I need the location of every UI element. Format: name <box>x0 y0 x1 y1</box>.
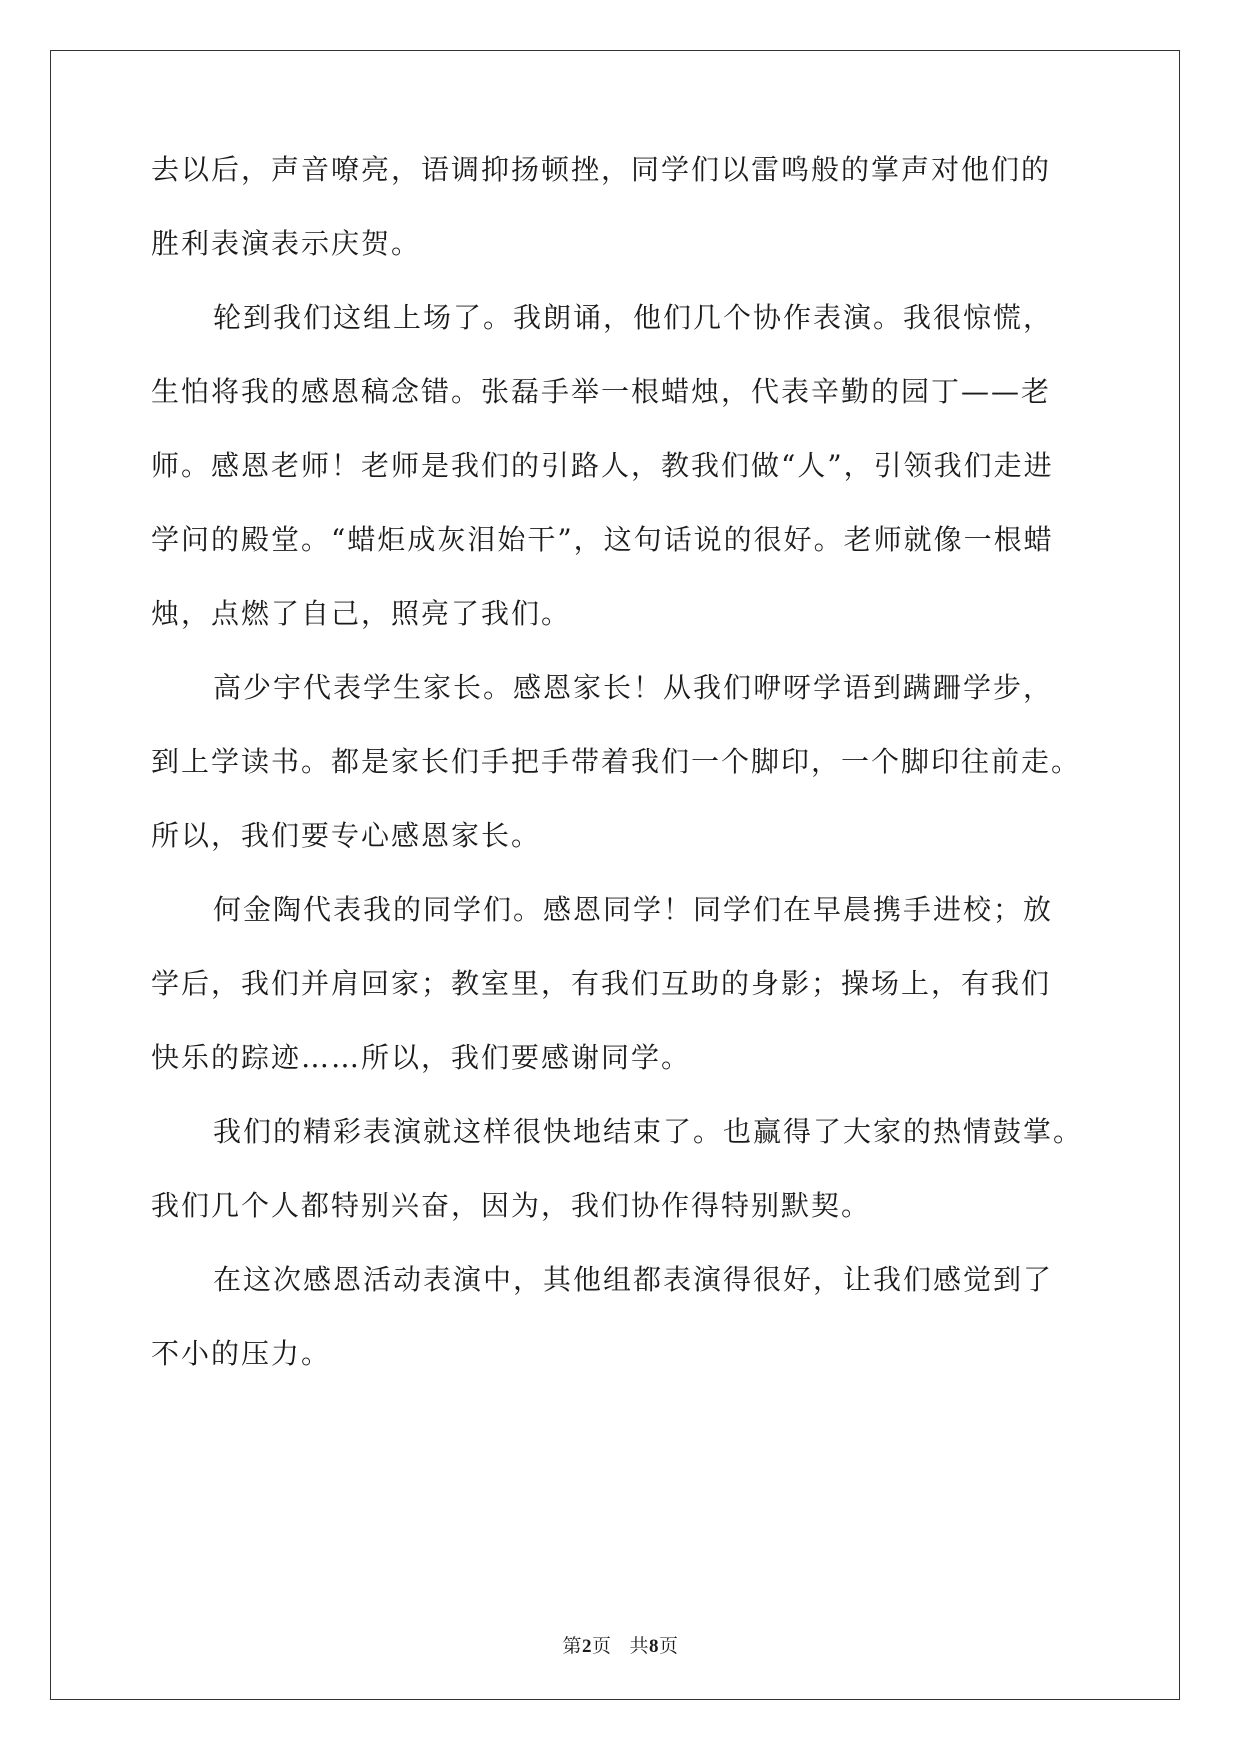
text-line: 生怕将我的感恩稿念错。张磊手举一根蜡烛，代表辛勤的园丁——老 <box>151 375 1052 408</box>
page-footer <box>0 1634 1241 1659</box>
page-total-suffix: 页 <box>659 1635 679 1657</box>
text-line: 师。感恩老师！老师是我们的引路人，教我们做“人”，引领我们走进 <box>151 449 1054 482</box>
paragraph-first-line: 轮到我们这组上场了。我朗诵，他们几个协作表演。我很惊慌， <box>213 301 1054 334</box>
text-line: 胜利表演表示庆贺。 <box>151 227 422 260</box>
page-total-prefix: 共 <box>629 1635 650 1657</box>
text-line: 不小的压力。 <box>151 1337 332 1370</box>
text-line: 去以后，声音嘹亮，语调抑扬顿挫，同学们以雷鸣般的掌声对他们的 <box>151 153 1052 186</box>
text-line: 快乐的踪迹……所以，我们要感谢同学。 <box>151 1041 692 1074</box>
paragraph-first-line: 我们的精彩表演就这样很快地结束了。也赢得了大家的热情鼓掌。 <box>213 1115 1084 1148</box>
page-border <box>50 50 1180 1700</box>
page-number-current: 2 <box>581 1636 592 1657</box>
text-line: 烛，点燃了自己，照亮了我们。 <box>151 597 572 630</box>
text-line: 到上学读书。都是家长们手把手带着我们一个脚印，一个脚印往前走。 <box>151 745 1082 778</box>
text-line: 所以，我们要专心感恩家长。 <box>151 819 542 852</box>
text-line: 我们几个人都特别兴奋，因为，我们协作得特别默契。 <box>151 1189 872 1222</box>
text-line: 学后，我们并肩回家；教室里，有我们互助的身影；操场上，有我们 <box>151 967 1052 1000</box>
paragraph-first-line: 何金陶代表我的同学们。感恩同学！同学们在早晨携手进校；放 <box>213 893 1054 926</box>
paragraph-first-line: 高少宇代表学生家长。感恩家长！从我们咿呀学语到蹒跚学步， <box>213 671 1054 704</box>
text-line: 学问的殿堂。“蜡炬成灰泪始干”，这句话说的很好。老师就像一根蜡 <box>151 523 1054 556</box>
page-number-suffix: 页 <box>591 1635 612 1657</box>
paragraph-first-line: 在这次感恩活动表演中，其他组都表演得很好，让我们感觉到了 <box>213 1263 1054 1296</box>
page-total-count: 8 <box>649 1636 660 1657</box>
page-number-prefix: 第 <box>562 1635 582 1657</box>
